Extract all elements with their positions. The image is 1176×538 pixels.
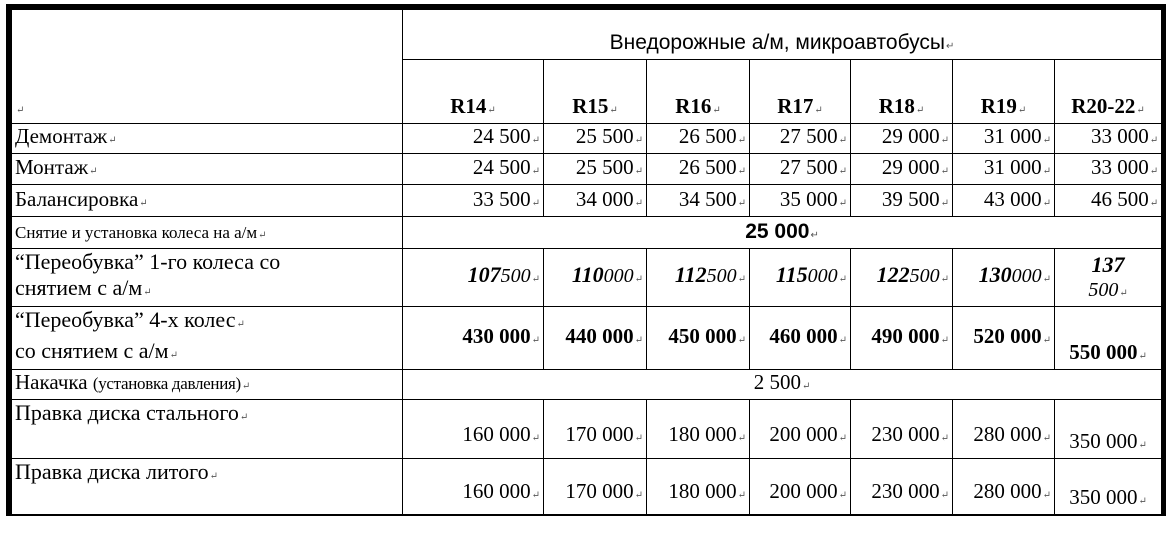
price-cell bbox=[953, 459, 1055, 515]
price-value: 2 500 bbox=[753, 370, 801, 394]
price-cell bbox=[1055, 154, 1162, 185]
paragraph-mark: ↵ bbox=[1138, 496, 1147, 507]
price-value-minor: 000 bbox=[603, 265, 634, 287]
price-value: 24 500 bbox=[472, 124, 531, 148]
size-header bbox=[403, 60, 544, 124]
price-value-minor: 500 bbox=[500, 265, 531, 287]
paragraph-mark: ↵ bbox=[531, 334, 540, 346]
size-header bbox=[953, 60, 1055, 124]
price-cell bbox=[851, 154, 953, 185]
price-value-major: 107 bbox=[467, 262, 501, 287]
price-value: 29 000 bbox=[881, 124, 940, 148]
price-value: 200 000 bbox=[769, 421, 838, 446]
price-value: 33 000 bbox=[1090, 124, 1149, 148]
price-value: 180 000 bbox=[668, 421, 737, 446]
row-label-text: Снятие и установка колеса на а/м bbox=[15, 223, 258, 242]
paragraph-mark: ↵ bbox=[169, 350, 178, 361]
price-cell bbox=[544, 185, 647, 217]
row-label bbox=[12, 154, 403, 185]
paragraph-mark: ↵ bbox=[16, 105, 25, 116]
paragraph-mark: ↵ bbox=[634, 274, 643, 285]
price-cell bbox=[953, 154, 1055, 185]
paragraph-mark: ↵ bbox=[634, 334, 643, 346]
price-cell bbox=[953, 124, 1055, 154]
paragraph-mark: ↵ bbox=[814, 105, 823, 116]
price-cell bbox=[647, 459, 750, 515]
paragraph-mark: ↵ bbox=[1017, 105, 1027, 116]
row-label-note: (установка давления) bbox=[92, 374, 241, 393]
price-cell bbox=[851, 307, 953, 370]
price-cell bbox=[544, 307, 647, 370]
paragraph-mark: ↵ bbox=[1149, 135, 1159, 146]
row-label-text: Балансировка bbox=[15, 187, 139, 211]
size-label: R15 bbox=[572, 94, 609, 118]
paragraph-mark: ↵ bbox=[89, 166, 98, 177]
paragraph-mark: ↵ bbox=[801, 381, 811, 392]
header-row bbox=[12, 10, 1162, 60]
size-label: R20-22 bbox=[1071, 94, 1136, 118]
price-value: 230 000 bbox=[871, 479, 940, 503]
paragraph-mark: ↵ bbox=[634, 432, 643, 444]
size-header bbox=[750, 60, 851, 124]
price-cell bbox=[1055, 459, 1162, 515]
price-value: 29 000 bbox=[881, 155, 940, 179]
price-cell bbox=[953, 307, 1055, 370]
table-row bbox=[12, 307, 1162, 370]
price-value: 450 000 bbox=[668, 323, 737, 348]
size-label: R19 bbox=[980, 94, 1017, 118]
price-cell bbox=[544, 459, 647, 515]
row-label bbox=[12, 370, 403, 400]
paragraph-mark: ↵ bbox=[712, 105, 721, 116]
price-table-frame bbox=[6, 4, 1166, 516]
paragraph-mark: ↵ bbox=[531, 490, 540, 501]
paragraph-mark: ↵ bbox=[810, 230, 819, 241]
size-header bbox=[1055, 60, 1162, 124]
paragraph-mark: ↵ bbox=[108, 135, 117, 146]
paragraph-mark: ↵ bbox=[1136, 105, 1145, 116]
price-cell bbox=[1055, 400, 1162, 459]
price-cell bbox=[750, 249, 851, 307]
price-value-minor: 500 bbox=[1088, 279, 1119, 301]
price-value-minor: 000 bbox=[1011, 265, 1042, 287]
paragraph-mark: ↵ bbox=[531, 166, 540, 177]
corner-cell bbox=[12, 10, 403, 124]
price-value: 34 000 bbox=[575, 187, 634, 211]
paragraph-mark: ↵ bbox=[239, 412, 249, 423]
paragraph-mark: ↵ bbox=[1042, 490, 1051, 501]
paragraph-mark: ↵ bbox=[609, 105, 618, 116]
row-label-text: Накачка bbox=[15, 370, 88, 394]
paragraph-mark: ↵ bbox=[209, 471, 218, 482]
price-cell bbox=[953, 249, 1055, 307]
row-label-text: Правка диска литого bbox=[15, 459, 209, 484]
table-row bbox=[12, 217, 1162, 249]
paragraph-mark: ↵ bbox=[1042, 166, 1051, 177]
price-value: 200 000 bbox=[769, 479, 838, 503]
price-value: 280 000 bbox=[973, 421, 1042, 446]
price-value-major: 110 bbox=[571, 262, 604, 287]
paragraph-mark: ↵ bbox=[143, 287, 152, 298]
price-cell bbox=[750, 307, 851, 370]
paragraph-mark: ↵ bbox=[940, 490, 949, 501]
size-label: R17 bbox=[777, 94, 814, 118]
row-label bbox=[12, 185, 403, 217]
price-value: 27 500 bbox=[779, 124, 838, 148]
price-value: 43 000 bbox=[983, 187, 1042, 211]
price-value: 160 000 bbox=[462, 421, 531, 446]
paragraph-mark: ↵ bbox=[1138, 440, 1147, 451]
paragraph-mark: ↵ bbox=[838, 490, 847, 501]
paragraph-mark: ↵ bbox=[1042, 334, 1051, 346]
price-cell bbox=[750, 124, 851, 154]
size-header bbox=[647, 60, 750, 124]
paragraph-mark: ↵ bbox=[236, 319, 245, 330]
paragraph-mark: ↵ bbox=[737, 198, 746, 209]
price-value: 25 500 bbox=[575, 124, 634, 148]
table-row bbox=[12, 400, 1162, 459]
price-cell bbox=[851, 459, 953, 515]
paragraph-mark: ↵ bbox=[940, 334, 949, 346]
price-value: 33 000 bbox=[1090, 155, 1149, 179]
price-cell bbox=[647, 124, 750, 154]
paragraph-mark: ↵ bbox=[940, 135, 949, 146]
price-value-major: 122 bbox=[876, 262, 910, 287]
price-cell-all-sizes bbox=[403, 217, 1162, 249]
price-cell bbox=[544, 124, 647, 154]
price-cell bbox=[403, 307, 544, 370]
paragraph-mark: ↵ bbox=[838, 135, 847, 146]
row-label bbox=[12, 307, 403, 370]
paragraph-mark: ↵ bbox=[940, 166, 949, 177]
price-cell bbox=[1055, 249, 1162, 307]
price-cell bbox=[953, 400, 1055, 459]
price-value-minor: 000 bbox=[807, 265, 838, 287]
table-row bbox=[12, 185, 1162, 217]
price-cell-all-sizes bbox=[403, 370, 1162, 400]
price-value: 25 500 bbox=[575, 155, 634, 179]
row-label bbox=[12, 124, 403, 154]
table-row bbox=[12, 154, 1162, 185]
price-value-major: 112 bbox=[674, 262, 707, 287]
paragraph-mark: ↵ bbox=[946, 41, 955, 52]
paragraph-mark: ↵ bbox=[531, 135, 540, 146]
price-cell bbox=[403, 400, 544, 459]
paragraph-mark: ↵ bbox=[139, 198, 148, 209]
paragraph-mark: ↵ bbox=[634, 166, 643, 177]
price-value: 39 500 bbox=[881, 187, 940, 211]
price-cell bbox=[544, 154, 647, 185]
paragraph-mark: ↵ bbox=[1042, 198, 1051, 209]
price-cell bbox=[647, 400, 750, 459]
price-value: 35 000 bbox=[779, 187, 838, 211]
paragraph-mark: ↵ bbox=[634, 135, 643, 146]
paragraph-mark: ↵ bbox=[737, 432, 746, 444]
price-value: 490 000 bbox=[871, 323, 940, 348]
price-value: 26 500 bbox=[678, 124, 737, 148]
price-cell bbox=[750, 154, 851, 185]
paragraph-mark: ↵ bbox=[531, 432, 540, 444]
row-label bbox=[12, 249, 403, 307]
price-cell bbox=[403, 124, 544, 154]
price-value: 33 500 bbox=[472, 187, 531, 211]
price-cell bbox=[851, 400, 953, 459]
price-value: 550 000 bbox=[1069, 340, 1138, 364]
price-value: 520 000 bbox=[973, 323, 1042, 348]
price-cell bbox=[403, 185, 544, 217]
price-cell bbox=[403, 154, 544, 185]
row-label-text: Правка диска стального bbox=[15, 400, 239, 425]
price-value: 230 000 bbox=[871, 421, 940, 446]
paragraph-mark: ↵ bbox=[915, 105, 925, 116]
price-value: 27 500 bbox=[779, 155, 838, 179]
price-value: 350 000 bbox=[1069, 485, 1138, 509]
price-value: 31 000 bbox=[983, 155, 1042, 179]
price-value: 170 000 bbox=[565, 421, 634, 446]
price-cell bbox=[647, 154, 750, 185]
price-value: 34 500 bbox=[678, 187, 737, 211]
table-title bbox=[403, 10, 1162, 60]
row-label-text: Демонтаж bbox=[15, 124, 108, 148]
row-label-line: “Переобувка” 1-го колеса со bbox=[15, 249, 281, 274]
price-value-major: 130 bbox=[978, 262, 1012, 287]
price-cell bbox=[403, 459, 544, 515]
size-header bbox=[544, 60, 647, 124]
price-cell bbox=[1055, 185, 1162, 217]
paragraph-mark: ↵ bbox=[737, 274, 746, 285]
paragraph-mark: ↵ bbox=[1042, 135, 1051, 146]
size-label: R18 bbox=[878, 94, 915, 118]
price-value: 31 000 bbox=[983, 124, 1042, 148]
paragraph-mark: ↵ bbox=[940, 274, 949, 285]
paragraph-mark: ↵ bbox=[940, 432, 949, 444]
price-cell bbox=[953, 185, 1055, 217]
price-value: 280 000 bbox=[973, 479, 1042, 503]
price-cell bbox=[403, 249, 544, 307]
paragraph-mark: ↵ bbox=[1119, 288, 1128, 299]
paragraph-mark: ↵ bbox=[241, 381, 251, 392]
price-value: 430 000 bbox=[462, 323, 531, 348]
price-value: 440 000 bbox=[565, 323, 634, 348]
paragraph-mark: ↵ bbox=[737, 334, 746, 346]
paragraph-mark: ↵ bbox=[838, 198, 847, 209]
paragraph-mark: ↵ bbox=[838, 166, 847, 177]
price-cell bbox=[647, 185, 750, 217]
paragraph-mark: ↵ bbox=[531, 274, 540, 285]
price-cell bbox=[1055, 124, 1162, 154]
price-value-major: 115 bbox=[775, 262, 808, 287]
row-label-line: снятием с а/м bbox=[15, 275, 143, 300]
paragraph-mark: ↵ bbox=[1042, 274, 1051, 285]
row-label bbox=[12, 217, 403, 249]
price-value: 180 000 bbox=[668, 479, 737, 503]
price-value: 26 500 bbox=[678, 155, 737, 179]
paragraph-mark: ↵ bbox=[940, 198, 949, 209]
price-value: 350 000 bbox=[1069, 429, 1138, 453]
paragraph-mark: ↵ bbox=[838, 274, 847, 285]
price-value-major: 137 bbox=[1091, 252, 1125, 277]
table-row bbox=[12, 249, 1162, 307]
table-row bbox=[12, 124, 1162, 154]
paragraph-mark: ↵ bbox=[737, 135, 746, 146]
price-cell bbox=[851, 185, 953, 217]
paragraph-mark: ↵ bbox=[737, 166, 746, 177]
row-label-line: “Переобувка” 4-х колес bbox=[15, 307, 236, 332]
paragraph-mark: ↵ bbox=[487, 105, 496, 116]
size-label: R14 bbox=[450, 94, 487, 118]
paragraph-mark: ↵ bbox=[634, 198, 643, 209]
paragraph-mark: ↵ bbox=[1138, 351, 1147, 362]
price-value-minor: 500 bbox=[909, 265, 940, 287]
price-value: 160 000 bbox=[462, 479, 531, 503]
price-cell bbox=[851, 249, 953, 307]
price-cell bbox=[647, 307, 750, 370]
row-label bbox=[12, 459, 403, 515]
price-cell bbox=[851, 124, 953, 154]
price-cell bbox=[1055, 307, 1162, 370]
price-value: 46 500 bbox=[1090, 187, 1149, 211]
paragraph-mark: ↵ bbox=[634, 490, 643, 501]
price-cell bbox=[647, 249, 750, 307]
paragraph-mark: ↵ bbox=[838, 432, 847, 444]
size-header bbox=[851, 60, 953, 124]
price-value: 24 500 bbox=[472, 155, 531, 179]
paragraph-mark: ↵ bbox=[1042, 432, 1051, 444]
row-label-line: со снятием с а/м bbox=[15, 338, 169, 363]
price-cell bbox=[750, 185, 851, 217]
paragraph-mark: ↵ bbox=[838, 334, 847, 346]
table-title-text: Внедорожные а/м, микроавтобусы bbox=[609, 31, 945, 54]
paragraph-mark: ↵ bbox=[1149, 166, 1159, 177]
price-cell bbox=[750, 459, 851, 515]
price-cell bbox=[750, 400, 851, 459]
price-table bbox=[11, 9, 1162, 515]
price-cell bbox=[544, 400, 647, 459]
price-value: 460 000 bbox=[769, 323, 838, 348]
price-value: 170 000 bbox=[565, 479, 634, 503]
paragraph-mark: ↵ bbox=[737, 490, 746, 501]
paragraph-mark: ↵ bbox=[258, 230, 267, 241]
paragraph-mark: ↵ bbox=[1149, 198, 1159, 209]
price-value-minor: 500 bbox=[706, 265, 737, 287]
table-row bbox=[12, 370, 1162, 400]
paragraph-mark: ↵ bbox=[531, 198, 540, 209]
price-value: 25 000 bbox=[745, 220, 810, 243]
row-label bbox=[12, 400, 403, 459]
size-label: R16 bbox=[675, 94, 712, 118]
table-row bbox=[12, 459, 1162, 515]
price-cell bbox=[544, 249, 647, 307]
row-label-text: Монтаж bbox=[15, 155, 89, 179]
